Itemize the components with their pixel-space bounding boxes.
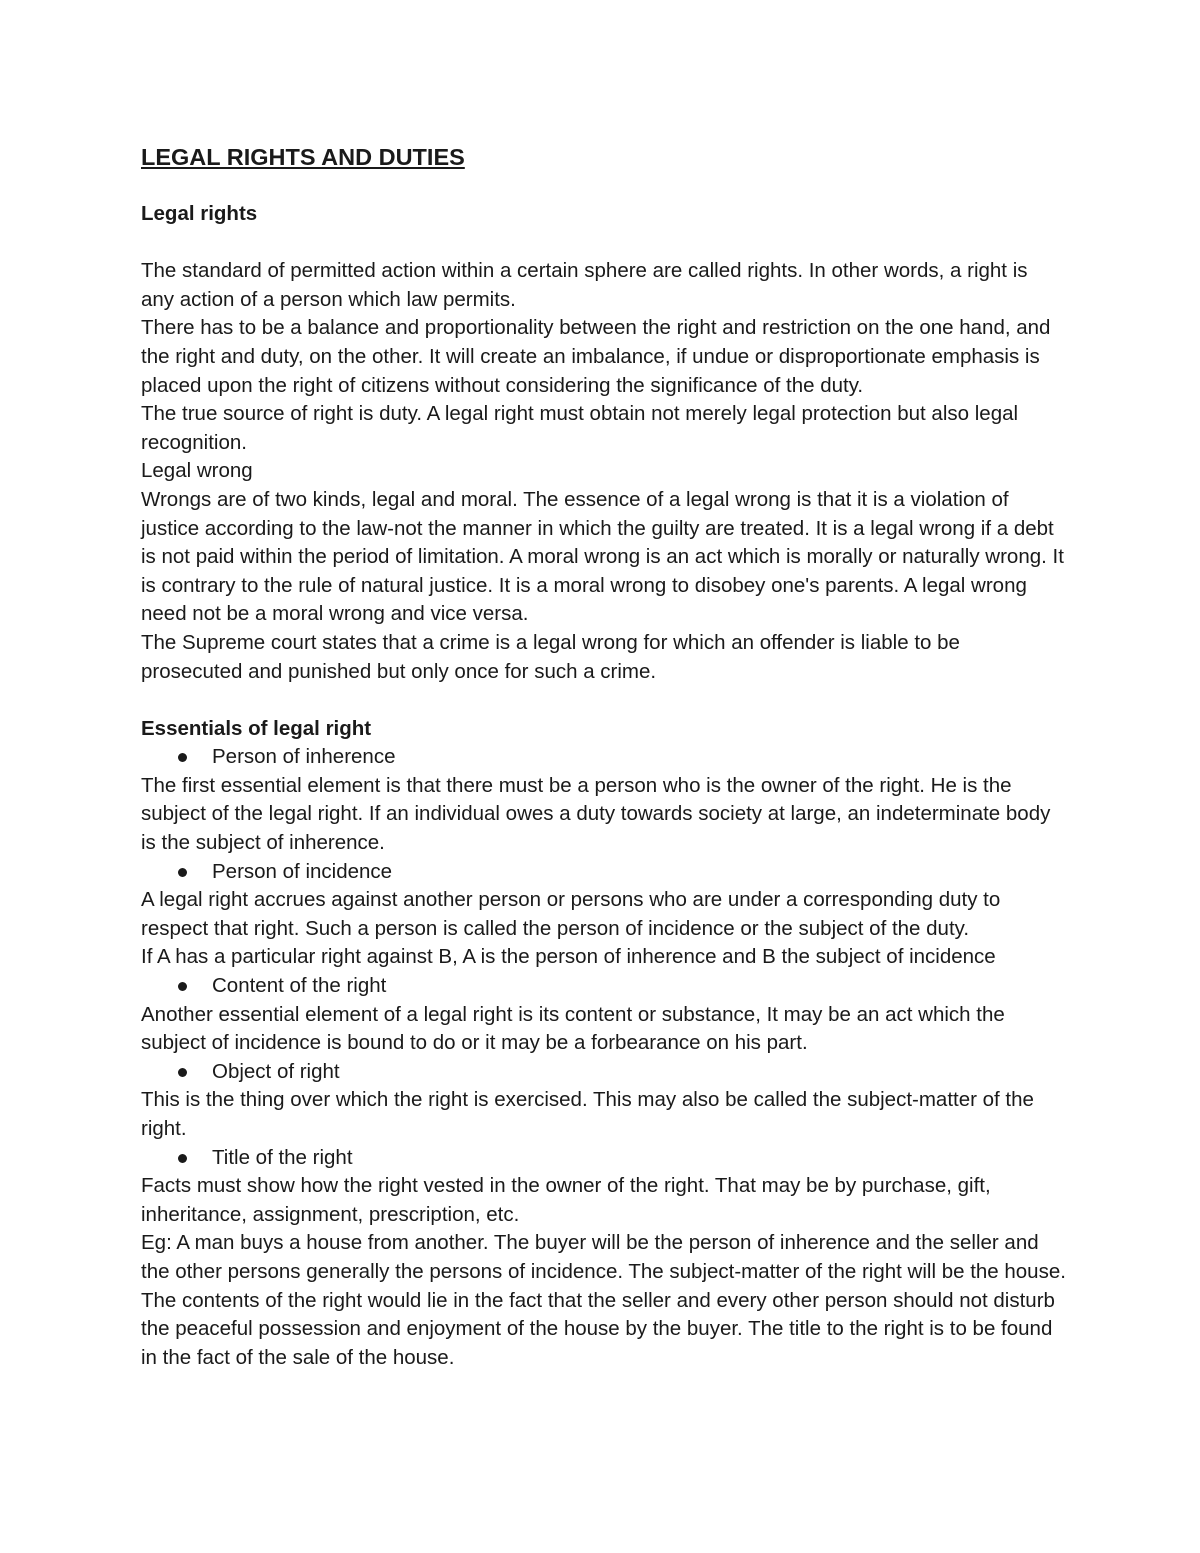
bullet-label: Object of right xyxy=(212,1059,340,1083)
paragraph: If A has a particular right against B, A is the person of inherence and B the subject of incidence xyxy=(141,945,996,969)
paragraph: Wrongs are of two kinds, legal and moral. The essence of a legal wrong is that it is a violation of justice according to the law-not the manner in which the guilty are treated. It is a legal wrong if a debt is not paid within the period of limitation. A moral wrong is an act which is morally or naturally wrong. It is contrary to the rule of natural justice. It is a moral wrong to disobey one's parents. A legal wrong need not be a moral wrong and vice versa. xyxy=(141,487,1064,626)
paragraph: This is the thing over which the right is exercised. This may also be called the subject-matter of the right. xyxy=(141,1088,1034,1140)
spacer xyxy=(141,229,1066,258)
paragraph: The standard of permitted action within a certain sphere are called rights. In other words, a right is any action of a person which law permits. xyxy=(141,259,1028,311)
bullet-icon xyxy=(178,1154,187,1163)
paragraph: Another essential element of a legal right is its content or substance, It may be an act which the subject of incidence is bound to do or it may be a forbearance on his part. xyxy=(141,1002,1005,1055)
document-page xyxy=(141,138,1066,1372)
bullet-label: Person of incidence xyxy=(212,859,393,883)
bullet-label: Title of the right xyxy=(212,1145,353,1169)
bullet-icon xyxy=(178,982,187,991)
paragraph: There has to be a balance and proportionality between the right and restriction on the one hand, and the right and duty, on the other. It will create an imbalance, if undue or disproportionate emphasis is placed upon the right of citizens without considering the significance of the duty. xyxy=(141,316,1051,397)
spacer xyxy=(141,686,1066,715)
bullet-item xyxy=(141,972,1066,1001)
subheading-legal-wrong: Legal wrong xyxy=(141,459,253,483)
bullet-label: Person of inherence xyxy=(212,745,396,769)
paragraph: The true source of right is duty. A legal right must obtain not merely legal protection but also legal recognition. xyxy=(141,402,1019,454)
paragraph: Facts must show how the right vested in the owner of the right. That may be by purchase, gift, inheritance, assignment, prescription, etc. xyxy=(141,1174,991,1226)
bullet-item xyxy=(141,1058,1066,1087)
bullet-icon xyxy=(178,868,187,877)
paragraph: The first essential element is that there must be a person who is the owner of the right. He is the subject of the legal right. If an individual owes a duty towards society at large, an indeterminate body is the subject of inherence. xyxy=(141,773,1051,855)
bullet-item xyxy=(141,858,1066,887)
document-title: LEGAL RIGHTS AND DUTIES xyxy=(141,144,465,170)
section-heading-legal-rights: Legal rights xyxy=(141,202,258,225)
paragraph: A legal right accrues against another person or persons who are under a corresponding duty to respect that right. Such a person is called the person of incidence or the subject of the duty. xyxy=(141,888,1001,940)
bullet-item xyxy=(141,1144,1066,1173)
section-heading-essentials: Essentials of legal right xyxy=(141,716,372,740)
paragraph: Eg: A man buys a house from another. The buyer will be the person of inherence and the seller and the other persons generally the persons of incidence. The subject-matter of the right will be the house. The contents of the right would lie in the fact that the seller and every other person should not disturb the peaceful possession and enjoyment of the house by the buyer. The title to the right is to be found in the fact of the sale of the house. xyxy=(141,1231,1066,1369)
bullet-item xyxy=(141,743,1066,772)
bullet-icon xyxy=(178,753,187,762)
bullet-icon xyxy=(178,1068,187,1077)
paragraph: The Supreme court states that a crime is a legal wrong for which an offender is liable to be prosecuted and punished but only once for such a crime. xyxy=(141,630,960,683)
bullet-label: Content of the right xyxy=(212,974,387,998)
